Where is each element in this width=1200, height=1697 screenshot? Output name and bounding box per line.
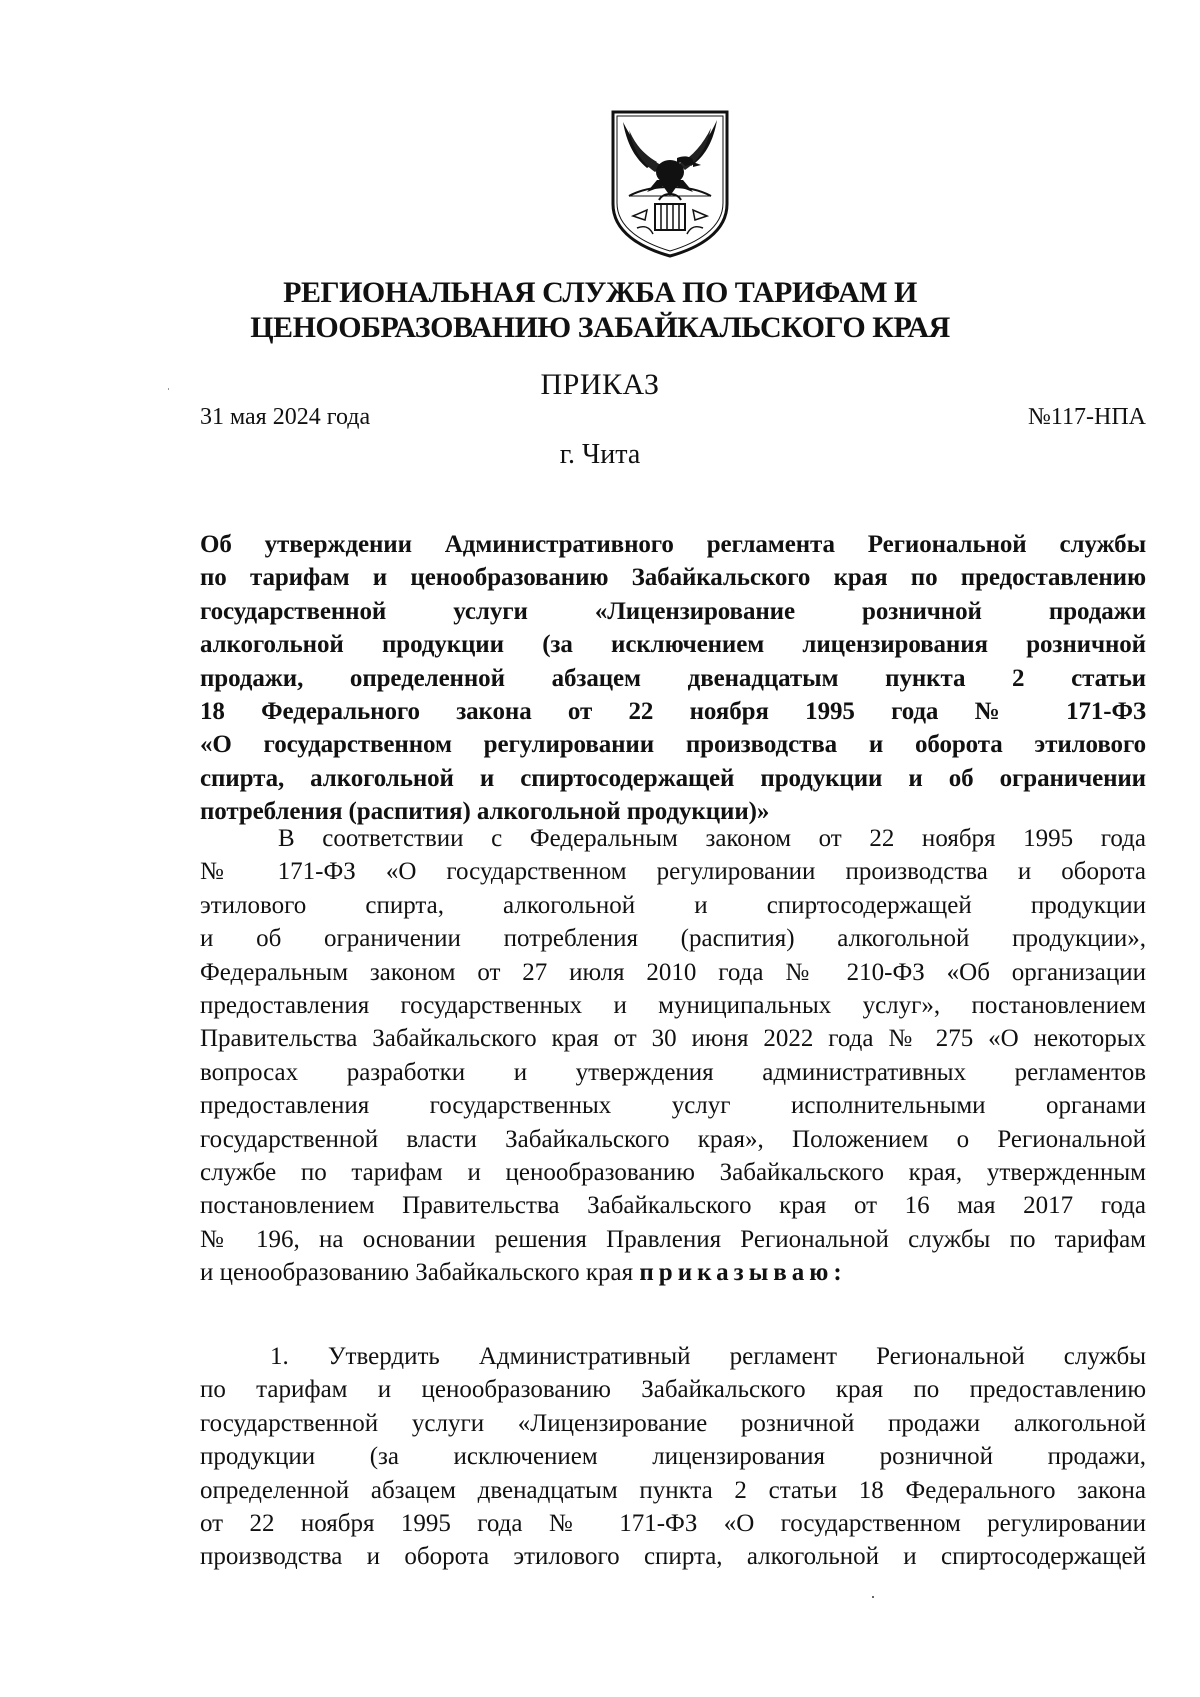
document-city: г. Чита bbox=[559, 439, 641, 470]
document-date: 31 мая 2024 года bbox=[200, 404, 371, 430]
paragraph-line: № 196, на основании решения Правления Региональной службы по тарифам bbox=[200, 1225, 1146, 1253]
paragraph-line: В соответствии с Федеральным законом от 22 ноября 1995 года bbox=[278, 825, 1146, 852]
paragraph-line: от 22 ноября 1995 года № 171-ФЗ «О государственном регулировании bbox=[200, 1510, 1146, 1538]
title-line: потребления (распития) алкогольной продукции)» bbox=[200, 798, 770, 826]
title-line: «О государственном регулировании производства и оборота этилового bbox=[200, 731, 1146, 759]
title-line: алкогольной продукции (за исключением лицензирования розничной bbox=[200, 631, 1146, 659]
paragraph-line: этилового спирта, алкогольной и спиртосодержащей продукции bbox=[200, 891, 1146, 919]
preamble-paragraph bbox=[200, 822, 1146, 1290]
paragraph-line: вопросах разработки и утверждения административных регламентов bbox=[200, 1058, 1146, 1086]
title-line: 18 Федерального закона от 22 ноября 1995 года № 171-ФЗ bbox=[200, 698, 1146, 726]
paragraph-line: и об ограничении потребления (распития) алкогольной продукции», bbox=[200, 925, 1146, 953]
coat-of-arms-icon bbox=[607, 108, 733, 258]
paragraph-line-text: и ценообразованию Забайкальского края bbox=[200, 1259, 640, 1287]
command-word: приказываю: bbox=[639, 1259, 847, 1287]
paragraph-line: Федеральным законом от 27 июля 2010 года № 210-ФЗ «Об организации bbox=[200, 958, 1146, 986]
document-number: №117-НПА bbox=[1028, 404, 1146, 430]
title-line: государственной услуги «Лицензирование розничной продажи bbox=[200, 597, 1146, 625]
paragraph-line: постановлением Правительства Забайкальского края от 16 мая 2017 года bbox=[200, 1192, 1146, 1220]
document-type: ПРИКАЗ bbox=[540, 368, 660, 401]
paragraph-line: государственной власти Забайкальского края», Положением о Региональной bbox=[200, 1125, 1146, 1153]
scan-speck bbox=[872, 1596, 874, 1598]
paragraph-line: по тарифам и ценообразованию Забайкальского края по предоставлению bbox=[200, 1376, 1146, 1404]
paragraph-line: предоставления государственных и муниципальных услуг», постановлением bbox=[200, 992, 1146, 1020]
paragraph-line: государственной услуги «Лицензирование розничной продажи алкогольной bbox=[200, 1409, 1146, 1437]
title-line: продажи, определенной абзацем двенадцатым пункта 2 статьи bbox=[200, 664, 1146, 692]
clause-1-paragraph bbox=[200, 1340, 1146, 1574]
paragraph-line: № 171-ФЗ «О государственном регулировании производства и оборота bbox=[200, 858, 1146, 886]
paragraph-line: продукции (за исключением лицензирования розничной продажи, bbox=[200, 1443, 1146, 1471]
organization-name-line-2: ЦЕНООБРАЗОВАНИЮ ЗАБАЙКАЛЬСКОГО КРАЯ bbox=[250, 311, 950, 344]
title-line: спирта, алкогольной и спиртосодержащей продукции и об ограничении bbox=[200, 764, 1146, 792]
organization-name-line-1: РЕГИОНАЛЬНАЯ СЛУЖБА ПО ТАРИФАМ И bbox=[283, 276, 917, 309]
document-title bbox=[200, 528, 1146, 829]
paragraph-line: определенной абзацем двенадцатым пункта 2 статьи 18 Федерального закона bbox=[200, 1476, 1146, 1504]
paragraph-line: производства и оборота этилового спирта, алкогольной и спиртосодержащей bbox=[200, 1543, 1146, 1571]
paragraph-line: 1. Утвердить Административный регламент Региональной службы bbox=[270, 1343, 1146, 1370]
paragraph-line: Правительства Забайкальского края от 30 июня 2022 года № 275 «О некоторых bbox=[200, 1025, 1146, 1053]
title-line: Об утверждении Административного регламента Региональной службы bbox=[200, 531, 1146, 558]
paragraph-line: службе по тарифам и ценообразованию Забайкальского края, утвержденным bbox=[200, 1159, 1146, 1187]
scan-speck bbox=[168, 388, 169, 390]
paragraph-line-final bbox=[200, 1256, 1146, 1289]
title-line: по тарифам и ценообразованию Забайкальского края по предоставлению bbox=[200, 564, 1146, 592]
paragraph-line: предоставления государственных услуг исполнительными органами bbox=[200, 1092, 1146, 1120]
